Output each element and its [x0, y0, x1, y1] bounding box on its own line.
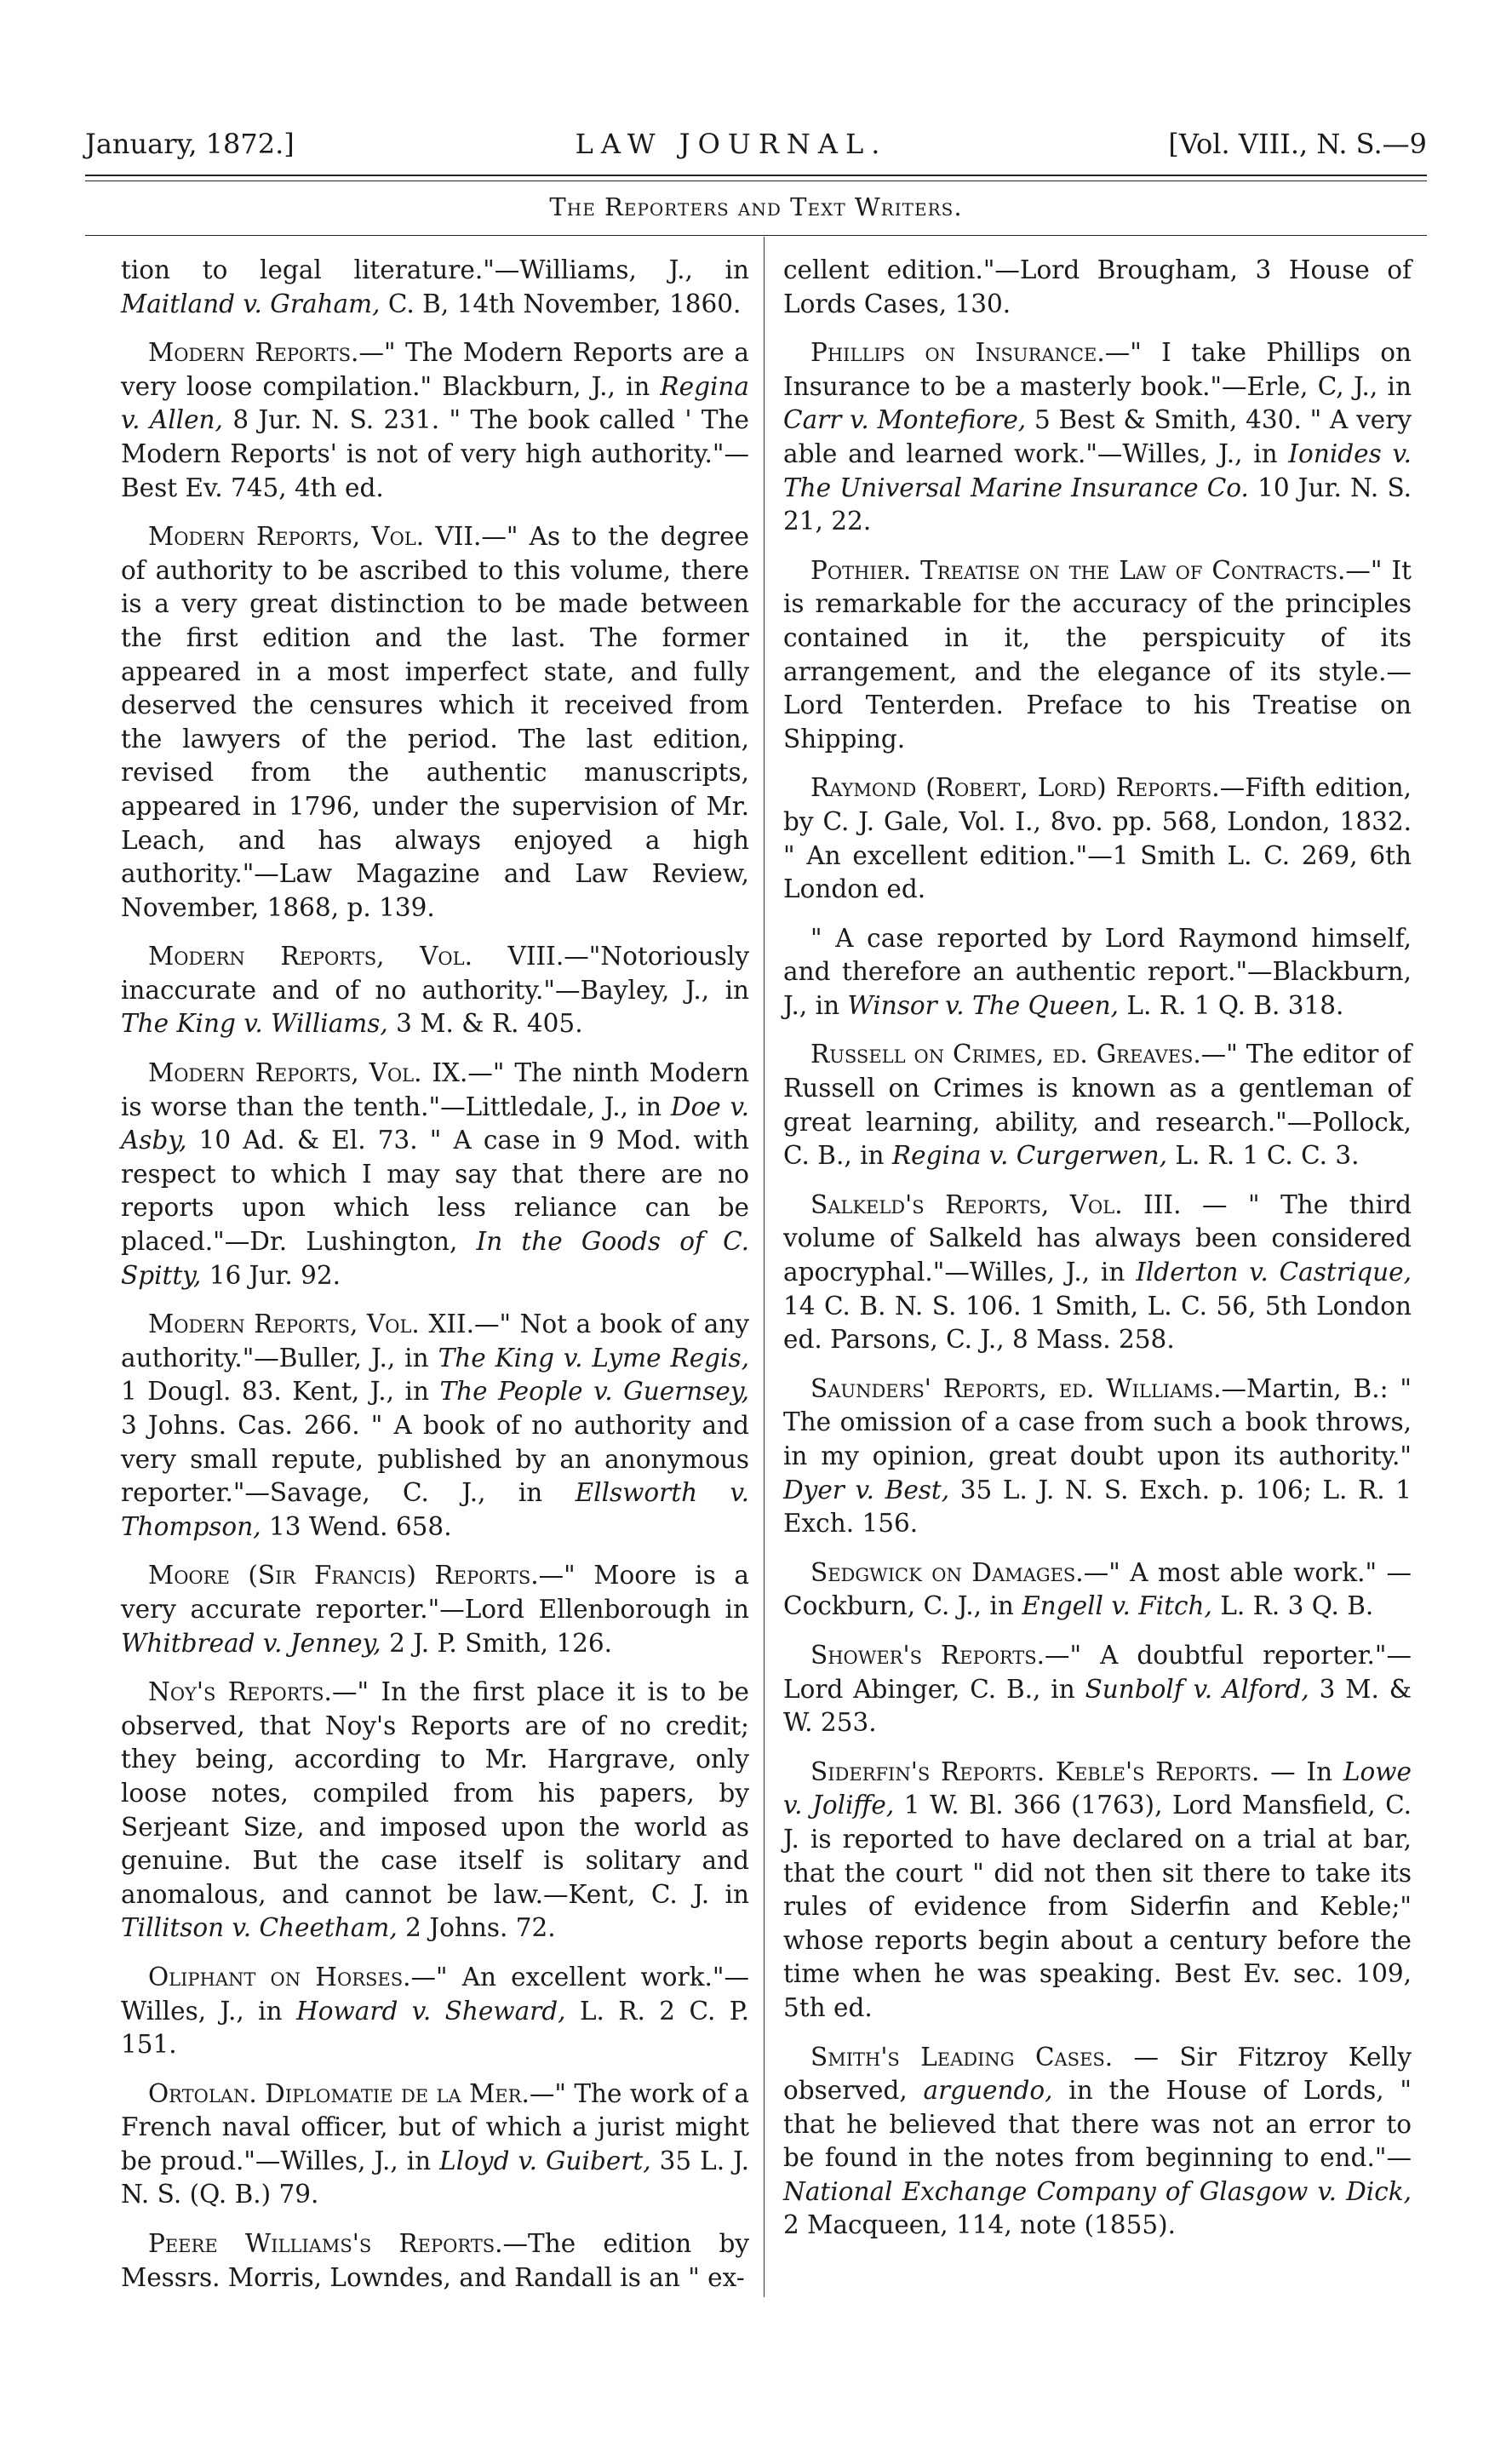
- entry-text: L. R. 1 C. C. 3.: [1166, 1141, 1360, 1171]
- entry-paragraph: [783, 1556, 1412, 1624]
- entry-heading: Smith's Leading Cases.: [810, 2042, 1114, 2072]
- entry-paragraph: [783, 1189, 1412, 1357]
- entry-heading: Shower's Reports.: [810, 1640, 1045, 1670]
- case-citation: Doe v. Asby,: [121, 1092, 749, 1155]
- entry-text: 2 J. P. Smith, 126.: [381, 1628, 613, 1658]
- entry-paragraph: [121, 1559, 749, 1660]
- case-citation: Dyer v. Best,: [783, 1475, 950, 1504]
- case-citation: Winsor v. The Queen,: [847, 990, 1120, 1020]
- entry-paragraph: [783, 922, 1412, 1023]
- section-rule: [85, 235, 1427, 236]
- entry-text: 16 Jur. 92.: [201, 1260, 341, 1290]
- case-citation: Lowe v. Joliffe,: [783, 1757, 1412, 1820]
- entry-text: 3 M. & W. 253.: [783, 1674, 1412, 1738]
- entry-text: 14 C. B. N. S. 106. 1 Smith, L. C. 56, 5th London ed. Parsons, C. J., 8 Mass. 258.: [783, 1291, 1412, 1355]
- entry-text: —" I take Phillips on Insurance to be a masterly book."—Erle, C, J., in: [783, 338, 1412, 401]
- case-citation: Ilderton v. Castrique,: [1136, 1258, 1412, 1287]
- entry-text: —" The editor of Russell on Crimes is known as a gentleman of great learning, ability, and research."—Pollock, C. B., in: [783, 1040, 1412, 1171]
- entry-paragraph: [783, 771, 1412, 906]
- entry-text: — " The third volume of Salkeld has always been considered apocryphal."—Willes, J., in: [783, 1189, 1412, 1287]
- header-date: January, 1872.]: [85, 128, 295, 160]
- entry-text: 5 Best & Smith, 430. " A very able and learned work."—Willes, J., in: [783, 405, 1412, 468]
- entry-text: —" Moore is a very accurate reporter."—Lord Ellenborough in: [121, 1561, 750, 1624]
- entry-heading: Sedgwick on Damages.: [810, 1557, 1084, 1587]
- entry-paragraph: [121, 254, 749, 321]
- entry-heading: Phillips on Insurance.: [810, 338, 1105, 368]
- entry-text: 10 Ad. & El. 73. " A case in 9 Mod. with respect to which I may say that there are no reports upon which less reliance can be placed."—Dr. Lushington,: [121, 1126, 749, 1257]
- case-citation: Howard v. Sheward,: [296, 1996, 566, 2026]
- entry-text: —" A doubtful reporter."—Lord Abinger, C. B., in: [783, 1640, 1412, 1704]
- entry-text: —" Not a book of any authority."—Buller, J., in: [121, 1310, 749, 1373]
- entry-text: 2 Johns. 72.: [397, 1913, 556, 1943]
- left-column: [121, 254, 749, 2310]
- entry-text: C. B, 14th November, 1860.: [380, 289, 742, 318]
- case-citation: Regina v. Curgerwen,: [891, 1141, 1167, 1171]
- case-citation: Engell v. Fitch,: [1022, 1591, 1212, 1621]
- entry-heading: Oliphant on Horses.: [148, 1962, 411, 1992]
- entry-text: — In: [1259, 1757, 1343, 1786]
- entry-paragraph: [121, 1057, 749, 1292]
- entry-heading: Noy's Reports.: [148, 1677, 332, 1707]
- entry-heading: Moore (Sir Francis) Reports.: [148, 1561, 539, 1590]
- entry-text: —"Notoriously inaccurate and of no authority."—Bayley, J., in: [121, 942, 749, 1005]
- entry-text: —" As to the degree of authority to be ascribed to this volume, there is a very great distinction to be made between the first edition and the last. The former appeared in a most imperfect state, and fully deserved the censures which it received from the lawyers of the period. The last edition, revised from the authentic manuscripts, appeared in 1796, under the supervision of Mr. Leach, and has always enjoyed a high authority."—Law Magazine and Law Review, November, 1868, p. 139.: [121, 522, 749, 922]
- entry-text: —" The work of a French naval officer, but of which a jurist might be proud."—Willes, J., in: [121, 2078, 749, 2175]
- entry-paragraph: [783, 554, 1412, 757]
- entry-heading: Raymond (Robert, Lord) Reports.: [810, 773, 1220, 803]
- case-citation: Ionides v. The Universal Marine Insurance Co.: [783, 438, 1412, 502]
- entry-heading: Ortolan. Diplomatie de la Mer.: [148, 2078, 530, 2108]
- case-citation: Maitland v. Graham,: [121, 289, 381, 318]
- entry-heading: Russell on Crimes, ed. Greaves.: [810, 1040, 1201, 1069]
- entry-text: 35 L. J. N. S. (Q. B.) 79.: [121, 2146, 750, 2209]
- case-citation: Regina v. Allen,: [121, 371, 749, 435]
- entry-text: L. R. 3 Q. B.: [1211, 1591, 1374, 1621]
- header-rule-top: [85, 175, 1427, 176]
- entry-heading: Modern Reports, Vol. VII.: [148, 522, 482, 552]
- case-citation: Sunbolf v. Alford,: [1085, 1674, 1309, 1704]
- case-citation: arguendo,: [923, 2076, 1053, 2106]
- entry-text: —" An excellent work."—Willes, J., in: [121, 1962, 749, 2026]
- entry-text: —The edition by Messrs. Morris, Lowndes, and Randall is an " ex-: [121, 2229, 749, 2292]
- entry-paragraph: [783, 1639, 1412, 1740]
- entry-text: —" The Modern Reports are a very loose compilation." Blackburn, J., in: [121, 338, 749, 401]
- case-citation: Carr v. Montefiore,: [783, 405, 1027, 435]
- entry-heading: Modern Reports, Vol. XII.: [148, 1310, 475, 1339]
- entry-text: 1 Dougl. 83. Kent, J., in: [121, 1377, 440, 1407]
- entry-paragraph: [121, 336, 749, 505]
- entry-heading: Pothier. Treatise on the Law of Contracts.: [810, 555, 1346, 585]
- entry-text: 3 Johns. Cas. 266. " A book of no authority and very small repute, published by an anonymous reporter."—Savage, C. J., in: [121, 1411, 749, 1508]
- entry-paragraph: [121, 1676, 749, 1946]
- entry-paragraph: [783, 1756, 1412, 2026]
- entry-text: 2 Macqueen, 114, note (1855).: [783, 2210, 1176, 2240]
- case-citation: The People v. Guernsey,: [439, 1377, 749, 1407]
- entry-paragraph: [783, 1373, 1412, 1541]
- entry-heading: Peere Williams's Reports.: [148, 2229, 503, 2259]
- right-column: [783, 254, 1412, 2258]
- entry-paragraph: [121, 520, 749, 925]
- entry-heading: Modern Reports, Vol. VIII.: [148, 942, 564, 971]
- entry-paragraph: [121, 1308, 749, 1544]
- entry-text: 13 Wend. 658.: [261, 1511, 452, 1541]
- case-citation: Tillitson v. Cheetham,: [121, 1913, 398, 1943]
- entry-text: —Fifth edition, by C. J. Gale, Vol. I., 8vo. pp. 568, London, 1832. " An excellent edition."—1 Smith L. C. 269, 6th London ed.: [783, 773, 1412, 904]
- case-citation: The King v. Williams,: [121, 1009, 388, 1039]
- entry-text: —" It is remarkable for the accuracy of the principles contained in it, the perspicuity of its arrangement, and the elegance of its style.—Lord Tenterden. Preface to his Treatise on Shipping.: [783, 555, 1412, 754]
- entry-paragraph: [121, 2227, 749, 2295]
- entry-text: L. R. 1 Q. B. 318.: [1119, 990, 1344, 1020]
- entry-paragraph: [121, 1961, 749, 2062]
- entry-paragraph: [783, 2041, 1412, 2244]
- entry-heading: Modern Reports, Vol. IX.: [148, 1058, 468, 1088]
- entry-heading: Modern Reports.: [148, 338, 359, 368]
- entry-text: cellent edition."—Lord Brougham, 3 House of Lords Cases, 130.: [783, 255, 1412, 318]
- entry-text: in the House of Lords, " that he believed that there was not an error to be found in the notes from beginning to end."—: [783, 2076, 1412, 2173]
- entry-paragraph: [783, 336, 1412, 539]
- case-citation: In the Goods of C. Spitty,: [121, 1227, 749, 1290]
- journal-title: LAW JOURNAL.: [575, 128, 888, 160]
- entry-text: —" The ninth Modern is worse than the tenth."—Littledale, J., in: [121, 1058, 749, 1121]
- entry-text: 3 M. & R. 405.: [387, 1009, 583, 1039]
- entry-text: 1 W. Bl. 366 (1763), Lord Mansfield, C. J. is reported to have declared on a trial at bar, that the court " did not then sit there to take its rules of evidence from Siderfin and Keble;" whose reports begin about a century before the time when he was speaking. Best Ev. sec. 109, 5th ed.: [783, 1791, 1412, 2022]
- running-head: [85, 128, 1427, 170]
- entry-text: tion to legal literature."—Williams, J., in: [121, 255, 749, 284]
- entry-heading: Salkeld's Reports, Vol. III.: [810, 1189, 1182, 1219]
- entry-text: " A case reported by Lord Raymond himself, and therefore an authentic report."—Blackburn, J., in: [783, 923, 1412, 1020]
- case-citation: Ellsworth v. Thompson,: [121, 1478, 750, 1541]
- entry-text: —" In the first place it is to be observed, that Noy's Reports are of no credit; they being, according to Mr. Hargrave, only loose notes, compiled from his papers, by Serjeant Size, and imposed upon the world as genuine. But the case itself is solitary and anomalous, and cannot be law.—Kent, C. J. in: [121, 1677, 749, 1909]
- entry-heading: Siderfin's Reports. Keble's Reports.: [810, 1757, 1260, 1786]
- case-citation: The King v. Lyme Regis,: [438, 1343, 750, 1373]
- entry-heading: Saunders' Reports, ed. Williams.: [810, 1373, 1222, 1403]
- entry-text: 35 L. J. N. S. Exch. p. 106; L. R. 1 Exch. 156.: [783, 1475, 1412, 1539]
- header-volume: [Vol. VIII., N. S.—9: [1168, 128, 1427, 160]
- entry-paragraph: [783, 1038, 1412, 1172]
- entry-paragraph: [121, 2078, 749, 2212]
- case-citation: National Exchange Company of Glasgow v. Dick,: [783, 2176, 1412, 2206]
- entry-paragraph: [121, 940, 749, 1041]
- column-divider: [764, 237, 765, 2297]
- section-title: The Reporters and Text Writers.: [549, 192, 963, 221]
- entry-text: 8 Jur. N. S. 231. " The book called ' The Modern Reports' is not of very high authority."—Best Ev. 745, 4th ed.: [121, 405, 749, 502]
- entry-text: L. R. 2 C. P. 151.: [121, 1996, 750, 2060]
- case-citation: Whitbread v. Jenney,: [121, 1628, 381, 1658]
- entry-text: —Martin, B.: " The omission of a case from such a book throws, in my opinion, great doubt upon its authority.": [783, 1373, 1412, 1470]
- entry-text: — Sir Fitzroy Kelly observed,: [783, 2042, 1412, 2106]
- case-citation: Lloyd v. Guibert,: [439, 2146, 651, 2175]
- entry-text: —" A most able work." —Cockburn, C. J., in: [783, 1557, 1412, 1621]
- entry-text: 10 Jur. N. S. 21, 22.: [783, 473, 1412, 536]
- entry-paragraph: [783, 254, 1412, 321]
